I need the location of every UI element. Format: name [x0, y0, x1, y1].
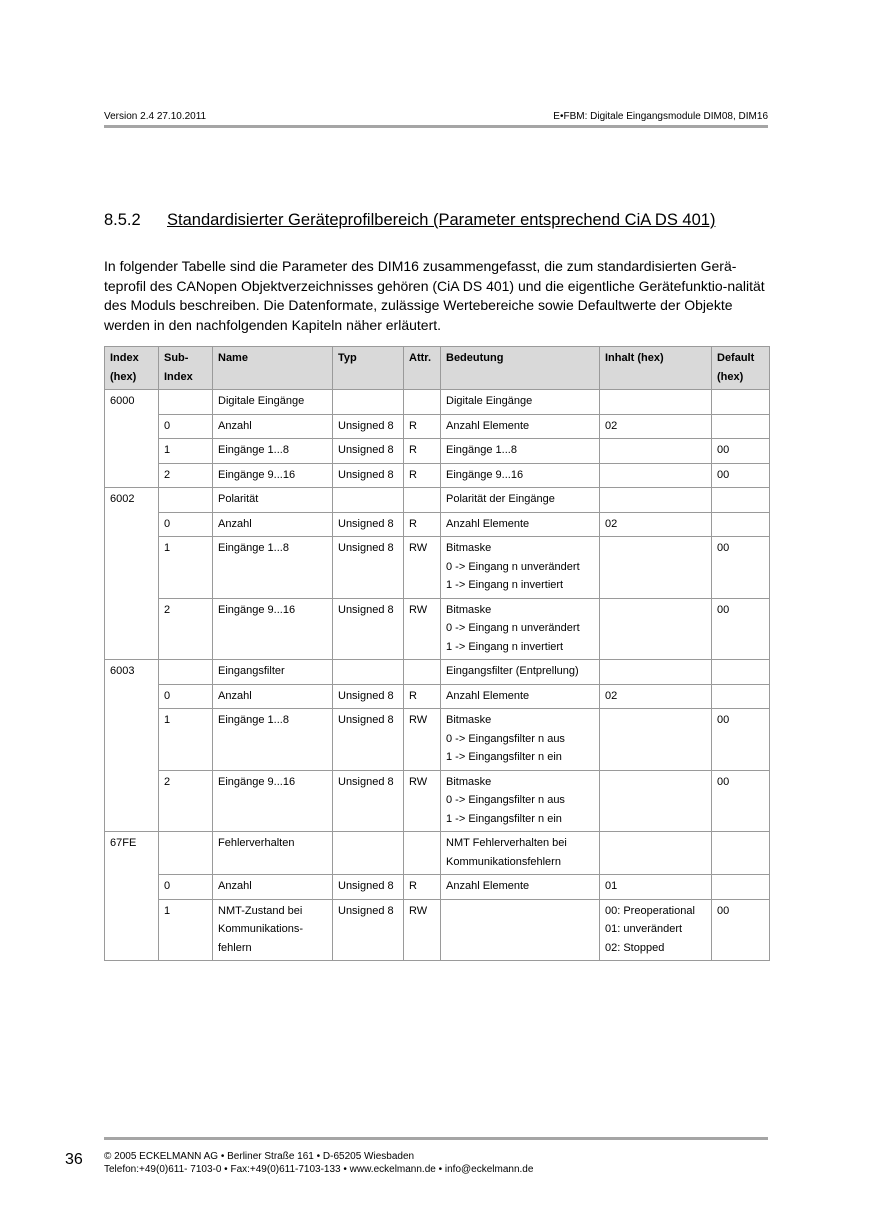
- column-header: Bedeutung: [441, 347, 600, 390]
- table-cell: [159, 660, 213, 685]
- table-cell: 6000: [105, 390, 159, 415]
- table-cell: Eingänge 9...16: [213, 598, 333, 660]
- table-cell: Unsigned 8: [333, 770, 404, 832]
- table-cell: [105, 598, 159, 660]
- section-heading: [104, 211, 715, 230]
- table-header-row: [105, 347, 770, 390]
- table-cell: Unsigned 8: [333, 684, 404, 709]
- table-cell: [404, 660, 441, 685]
- table-cell: Anzahl: [213, 512, 333, 537]
- table-cell: [600, 832, 712, 875]
- table-cell: Anzahl Elemente: [441, 684, 600, 709]
- table-cell: Eingänge 9...16: [213, 463, 333, 488]
- table-cell: Eingänge 9...16: [441, 463, 600, 488]
- table-cell: Anzahl: [213, 684, 333, 709]
- table-cell: [159, 832, 213, 875]
- table-cell: Unsigned 8: [333, 463, 404, 488]
- table-cell: Bitmaske 0 -> Eingangsfilter n aus 1 -> Eingangsfilter n ein: [441, 709, 600, 771]
- footer-divider: [104, 1137, 768, 1140]
- table-cell: R: [404, 512, 441, 537]
- header-document-title: E•FBM: Digitale Eingangsmodule DIM08, DIM16: [553, 111, 768, 122]
- table-cell: [600, 488, 712, 513]
- table-cell: Unsigned 8: [333, 899, 404, 961]
- table-row: [105, 439, 770, 464]
- column-header: Sub- Index: [159, 347, 213, 390]
- table-cell: Eingänge 1...8: [213, 537, 333, 599]
- table-cell: Anzahl Elemente: [441, 875, 600, 900]
- table-cell: [712, 488, 770, 513]
- table-cell: RW: [404, 770, 441, 832]
- table-cell: 67FE: [105, 832, 159, 875]
- table-cell: [333, 832, 404, 875]
- section-title: Standardisierter Geräteprofilbereich (Parameter entsprechend CiA DS 401): [167, 211, 716, 229]
- table-cell: RW: [404, 598, 441, 660]
- table-row: [105, 414, 770, 439]
- table-cell: [600, 439, 712, 464]
- table-cell: [712, 660, 770, 685]
- table-cell: Polarität: [213, 488, 333, 513]
- table-body: [105, 390, 770, 961]
- table-cell: Unsigned 8: [333, 709, 404, 771]
- table-cell: [404, 390, 441, 415]
- table-cell: Unsigned 8: [333, 598, 404, 660]
- table-row: [105, 598, 770, 660]
- table-row: [105, 660, 770, 685]
- table-cell: 00: [712, 709, 770, 771]
- column-header: Default (hex): [712, 347, 770, 390]
- table-cell: Unsigned 8: [333, 414, 404, 439]
- table-cell: [600, 709, 712, 771]
- table-row: [105, 537, 770, 599]
- table-cell: 02: [600, 684, 712, 709]
- table-cell: R: [404, 414, 441, 439]
- column-header: Attr.: [404, 347, 441, 390]
- table-cell: R: [404, 875, 441, 900]
- table-cell: Anzahl Elemente: [441, 414, 600, 439]
- table-cell: 01: [600, 875, 712, 900]
- table-row: [105, 390, 770, 415]
- table-cell: 02: [600, 414, 712, 439]
- parameter-table: [104, 346, 770, 961]
- table-cell: [105, 709, 159, 771]
- column-header: Index (hex): [105, 347, 159, 390]
- table-cell: 2: [159, 770, 213, 832]
- table-cell: [600, 598, 712, 660]
- table-cell: 0: [159, 414, 213, 439]
- column-header: Typ: [333, 347, 404, 390]
- table-row: [105, 875, 770, 900]
- table-cell: Anzahl: [213, 414, 333, 439]
- table-cell: Unsigned 8: [333, 537, 404, 599]
- table-cell: [105, 875, 159, 900]
- table-cell: Eingänge 1...8: [213, 709, 333, 771]
- page-number: 36: [65, 1151, 83, 1168]
- table-cell: Digitale Eingänge: [213, 390, 333, 415]
- table-cell: [105, 439, 159, 464]
- table-cell: 00: [712, 770, 770, 832]
- table-cell: [712, 390, 770, 415]
- table-cell: Digitale Eingänge: [441, 390, 600, 415]
- header-version: Version 2.4 27.10.2011: [104, 111, 207, 122]
- table-cell: [600, 390, 712, 415]
- table-cell: [712, 832, 770, 875]
- table-cell: [159, 488, 213, 513]
- table-cell: 00: [712, 463, 770, 488]
- table-cell: 2: [159, 598, 213, 660]
- table-cell: NMT Fehlerverhalten bei Kommunikationsfehlern: [441, 832, 600, 875]
- table-cell: Fehlerverhalten: [213, 832, 333, 875]
- table-cell: 0: [159, 512, 213, 537]
- table-row: [105, 770, 770, 832]
- table-cell: 0: [159, 684, 213, 709]
- table-cell: 02: [600, 512, 712, 537]
- table-cell: 00: Preoperational 01: unverändert 02: Stopped: [600, 899, 712, 961]
- table-cell: Eingänge 9...16: [213, 770, 333, 832]
- table-cell: Unsigned 8: [333, 875, 404, 900]
- table-cell: [404, 832, 441, 875]
- table-cell: Bitmaske 0 -> Eingang n unverändert 1 -> Eingang n invertiert: [441, 537, 600, 599]
- table-cell: R: [404, 463, 441, 488]
- table-cell: [712, 414, 770, 439]
- table-cell: [159, 390, 213, 415]
- footer-contact: Telefon:+49(0)611- 7103-0 • Fax:+49(0)611-7103-133 • www.eckelmann.de • info@eckelmann.de: [104, 1164, 534, 1175]
- table-cell: 1: [159, 537, 213, 599]
- footer-address: © 2005 ECKELMANN AG • Berliner Straße 161 • D-65205 Wiesbaden: [104, 1151, 415, 1162]
- table-cell: Anzahl Elemente: [441, 512, 600, 537]
- table-cell: Polarität der Eingänge: [441, 488, 600, 513]
- table-cell: RW: [404, 709, 441, 771]
- table-cell: [105, 463, 159, 488]
- table-cell: [712, 684, 770, 709]
- table-cell: 00: [712, 899, 770, 961]
- table-cell: [600, 463, 712, 488]
- table-row: [105, 832, 770, 875]
- table-cell: [712, 512, 770, 537]
- table-cell: [441, 899, 600, 961]
- table-cell: [333, 660, 404, 685]
- table-cell: Unsigned 8: [333, 439, 404, 464]
- table-cell: Eingangsfilter (Entprellung): [441, 660, 600, 685]
- table-cell: [404, 488, 441, 513]
- table-cell: [600, 660, 712, 685]
- table-cell: [712, 875, 770, 900]
- table-cell: Anzahl: [213, 875, 333, 900]
- column-header: Name: [213, 347, 333, 390]
- table-cell: Eingänge 1...8: [213, 439, 333, 464]
- table-cell: R: [404, 684, 441, 709]
- table-cell: 00: [712, 439, 770, 464]
- table-cell: [105, 414, 159, 439]
- table-row: [105, 512, 770, 537]
- table-row: [105, 684, 770, 709]
- table-cell: 00: [712, 598, 770, 660]
- table-cell: [333, 488, 404, 513]
- table-cell: 1: [159, 899, 213, 961]
- table-cell: RW: [404, 537, 441, 599]
- table-cell: 1: [159, 709, 213, 771]
- intro-paragraph: In folgender Tabelle sind die Parameter des DIM16 zusammengefasst, die zum standardisierten Gerä-teprofil des CANopen Objektverzeichnisses gehören (CiA DS 401) und die eigentliche Gerätefunktio-nalität des Moduls beschreiben. Die Datenformate, zulässige Wertebereiche sowie Defaultwerte der Objekte werden in den nachfolgenden Kapiteln näher erläutert.: [104, 258, 765, 333]
- table-cell: [333, 390, 404, 415]
- table-cell: [105, 770, 159, 832]
- table-cell: [105, 512, 159, 537]
- table-cell: 1: [159, 439, 213, 464]
- table-cell: 0: [159, 875, 213, 900]
- table-row: [105, 463, 770, 488]
- table-cell: 00: [712, 537, 770, 599]
- table-cell: 6003: [105, 660, 159, 685]
- table-cell: Eingänge 1...8: [441, 439, 600, 464]
- table-row: [105, 709, 770, 771]
- table-row: [105, 899, 770, 961]
- table-cell: [600, 537, 712, 599]
- table-cell: Unsigned 8: [333, 512, 404, 537]
- table-cell: [600, 770, 712, 832]
- table-cell: [105, 537, 159, 599]
- table-cell: NMT-Zustand bei Kommunikations- fehlern: [213, 899, 333, 961]
- table-cell: Bitmaske 0 -> Eingang n unverändert 1 -> Eingang n invertiert: [441, 598, 600, 660]
- table-cell: [105, 684, 159, 709]
- section-number: 8.5.2: [104, 211, 141, 229]
- table-cell: R: [404, 439, 441, 464]
- table-row: [105, 488, 770, 513]
- table-cell: RW: [404, 899, 441, 961]
- table-cell: Bitmaske 0 -> Eingangsfilter n aus 1 -> Eingangsfilter n ein: [441, 770, 600, 832]
- table-cell: 6002: [105, 488, 159, 513]
- column-header: Inhalt (hex): [600, 347, 712, 390]
- table-cell: [105, 899, 159, 961]
- table-cell: 2: [159, 463, 213, 488]
- table-cell: Eingangsfilter: [213, 660, 333, 685]
- header-divider: [104, 125, 768, 128]
